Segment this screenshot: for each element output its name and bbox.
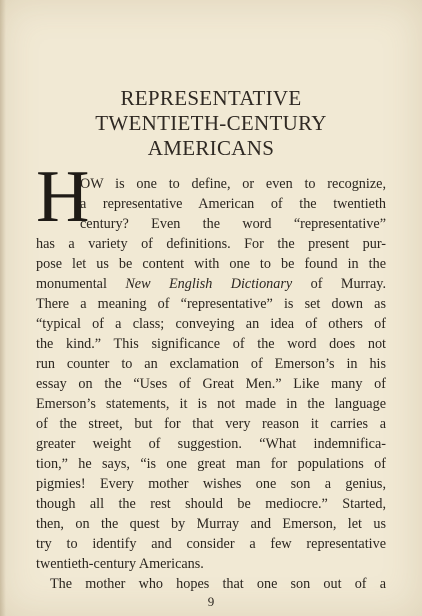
body-line-dictionary [36, 274, 386, 294]
chapter-title-line-2: TWENTIETH-CENTURY [95, 111, 327, 135]
body-line: pigmies! Every mother wishes one son a genius, [36, 476, 386, 492]
dictionary-title: New English Dictionary [125, 276, 293, 292]
drop-cap: H [36, 156, 90, 238]
body-line: pose let us be content with one to be found in the [36, 256, 386, 272]
chapter-title-line-3: AMERICANS [147, 136, 275, 160]
body-line: century? Even the word “representative” [80, 216, 386, 232]
page-number: 9 [207, 594, 215, 609]
body-line: greater weight of suggestion. “What indemnifica- [36, 436, 386, 452]
body-line: then, on the quest by Murray and Emerson, let us [36, 516, 386, 532]
body-line: the kind.” This significance of the word does not [36, 336, 386, 352]
body-text-segment: monumental [36, 276, 107, 292]
body-line: essay on the “Uses of Great Men.” Like many of [36, 376, 386, 392]
body-line: “typical of a class; conveying an idea of others of [36, 316, 386, 332]
body-line: OW is one to define, or even to recognize, [80, 176, 386, 192]
chapter-title-line-1: REPRESENTATIVE [120, 86, 302, 110]
body-line-paragraph-end: twentieth-century Americans. [36, 556, 204, 572]
body-line: try to identify and consider a few representative [36, 536, 386, 552]
body-line: though all the rest should be mediocre.” Started, [36, 496, 386, 512]
body-text-segment: of Murray. [310, 276, 387, 292]
chapter-title [0, 86, 422, 161]
body-line: run counter to an exclamation of Emerson’s in his [36, 356, 386, 372]
body-line: of the street, but for that very reason it carries a [36, 416, 386, 432]
body-line: Emerson’s statements, it is not made in the language [36, 396, 386, 412]
body-line: a representative American of the twentieth [80, 196, 386, 212]
body-line: tion,” he says, “is one great man for populations of [36, 456, 386, 472]
body-line-new-paragraph: The mother who hopes that one son out of a [50, 576, 386, 592]
body-line: There a meaning of “representative” is set down as [36, 296, 386, 312]
body-line: has a variety of definitions. For the present pur- [36, 236, 386, 252]
